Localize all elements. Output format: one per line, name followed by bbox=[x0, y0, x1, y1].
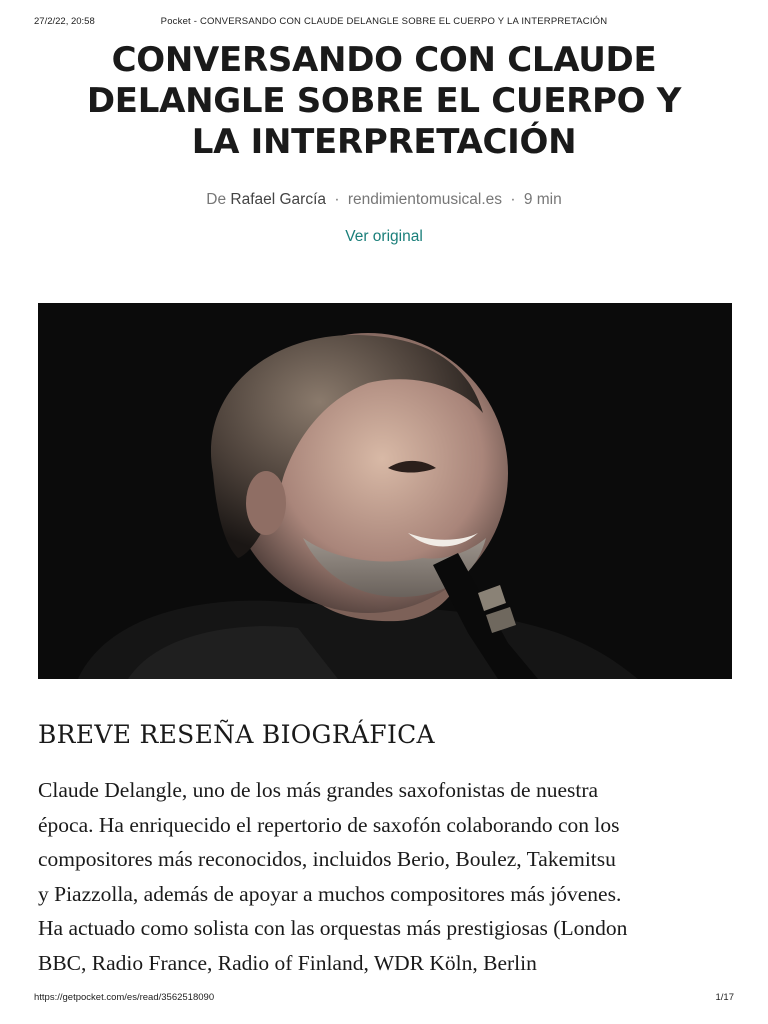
print-footer bbox=[34, 992, 734, 1006]
read-time: 9 min bbox=[523, 191, 562, 208]
portrait-illustration bbox=[38, 303, 732, 679]
source-domain: rendimientomusical.es bbox=[347, 191, 503, 208]
page-number: 1/17 bbox=[715, 992, 734, 1003]
body-line: Claude Delangle, uno de los más grandes saxofonistas de nuestra bbox=[38, 778, 599, 802]
body-line: compositores más reconocidos, incluidos Berio, Boulez, Takemitsu bbox=[38, 847, 616, 871]
print-url: https://getpocket.com/es/read/3562518090 bbox=[34, 992, 215, 1003]
body-line: Ha actuado como solista con las orquestas más prestigiosas (London bbox=[38, 916, 628, 940]
view-original-link[interactable]: Ver original bbox=[345, 228, 423, 245]
body-line: época. Ha enriquecido el repertorio de saxofón colaborando con los bbox=[38, 812, 620, 837]
article-body bbox=[38, 773, 738, 980]
article-title bbox=[40, 40, 728, 163]
body-line: BBC, Radio France, Radio of Finland, WDR Köln, Berlin bbox=[38, 950, 537, 975]
byline-separator: · bbox=[510, 191, 516, 208]
author-link[interactable]: Rafael García bbox=[230, 191, 327, 208]
byline bbox=[0, 191, 768, 209]
print-date: 27/2/22, 20:58 bbox=[34, 16, 95, 27]
article-title-line-3: LA INTERPRETACIÓN bbox=[191, 122, 577, 162]
article-title-line-1: CONVERSANDO CON CLAUDE bbox=[111, 40, 657, 80]
byline-prefix: De bbox=[206, 191, 227, 208]
body-line: y Piazzolla, además de apoyar a muchos compositores más jóvenes. bbox=[38, 881, 622, 906]
hero-photo bbox=[38, 303, 732, 679]
byline-separator: · bbox=[334, 191, 340, 208]
section-heading: BREVE RESEÑA BIOGRÁFICA bbox=[38, 720, 435, 749]
article-title-line-2: DELANGLE SOBRE EL CUERPO Y bbox=[86, 81, 682, 121]
print-header bbox=[34, 16, 734, 30]
print-page-title: Pocket - CONVERSANDO CON CLAUDE DELANGLE SOBRE EL CUERPO Y LA INTERPRETACIÓN bbox=[160, 16, 608, 27]
